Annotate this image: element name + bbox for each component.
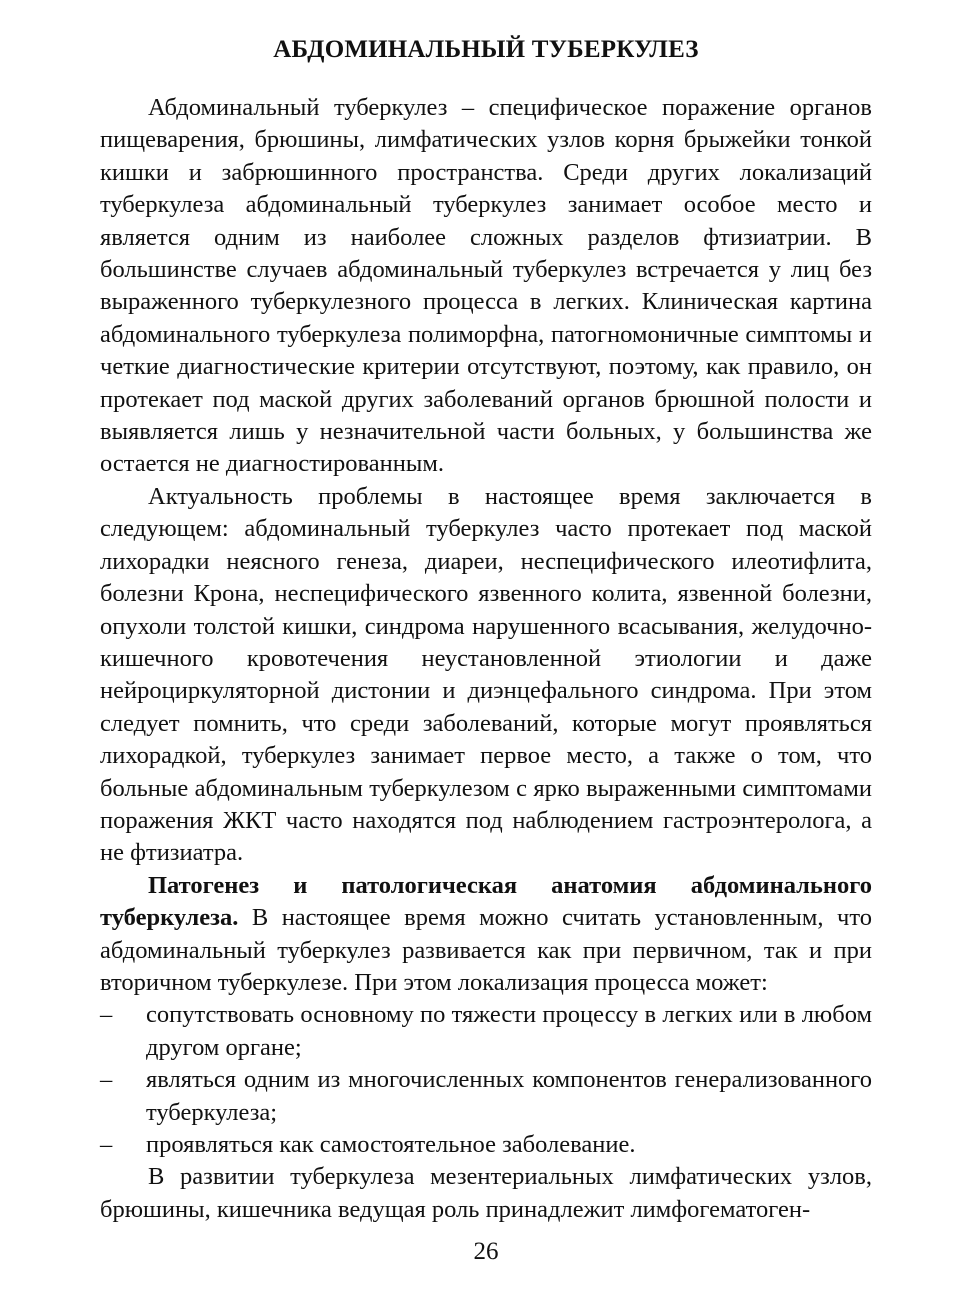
paragraph-relevance: Актуальность проблемы в настоящее время заключается в следующем: абдоминальный туберкулез часто протекает под маской лихорадки неясного генеза, диареи, неспецифического илеотифлита, болезни Крона, неспецифического язвенного колита, язвенной болезни, опухоли толстой кишки, синдрома нарушенного всасывания, желудочно-кишечного кровотечения неустановленной этиологии и даже нейроциркуляторной дистонии и диэнцефального синдрома. При этом следует помнить, что среди заболеваний, которые могут проявляться лихорадкой, туберкулез занимает первое место, а также о том, что больные абдоминальным туберкулезом с ярко выраженными симптомами поражения ЖКТ часто находятся под наблюдением гастроэнтеролога, а не фтизиатра.	[100, 482, 872, 867]
paragraph-pathogenesis	[100, 870, 872, 1000]
paragraph-intro: Абдоминальный туберкулез – специфическое поражение органов пищеварения, брюшины, лимфатических узлов корня брыжейки тонкой кишки и забрюшинного пространства. Среди других локализаций туберкулеза абдоминальный туберкулез занимает особое место и является одним из наиболее сложных разделов фтизиатрии. В большинстве случаев абдоминальный туберкулез встречается у лиц без выраженного туберкулезного процесса в легких. Клиническая картина абдоминального туберкулеза полиморфна, патогномоничные симптомы и четкие диагностические критерии отсутствуют, поэтому, как правило, он протекает под маской других заболеваний органов брюшной полости и выявляется лишь у незначительной части больных, у большинства же остается не диагностированным.	[100, 94, 872, 478]
list-item	[100, 999, 872, 1064]
body-text	[100, 92, 872, 1226]
list-item-text: проявляться как самостоятельное заболевание.	[146, 1131, 636, 1158]
paragraph-pathogenesis-text: В настоящее время можно считать установленным, что абдоминальный туберкулез развивается как при первичном, так и при вторичном туберкулезе. При этом локализация процесса может:	[100, 904, 872, 996]
list-item	[100, 1129, 872, 1161]
localization-list	[100, 999, 872, 1161]
dash-bullet: –	[100, 1066, 113, 1094]
list-item-text: сопутствовать основному по тяжести процессу в легких или в любом другом органе;	[146, 1001, 872, 1061]
section-heading-pathogenesis: Патогенез и патологическая анатомия абдоминального туберкулеза.	[100, 871, 872, 932]
list-item-text: являться одним из многочисленных компонентов генерализованного туберкулеза;	[146, 1066, 872, 1126]
page-title: АБДОМИНАЛЬНЫЙ ТУБЕРКУЛЕЗ	[273, 36, 699, 63]
page-content	[100, 34, 872, 1226]
dash-bullet: –	[100, 1131, 113, 1158]
paragraph-development: В развитии туберкулеза мезентериальных лимфатических узлов, брюшины, кишечника ведущая роль принадлежит лимфогематоген-	[100, 1163, 872, 1223]
list-item	[100, 1064, 872, 1129]
dash-bullet: –	[100, 1001, 113, 1029]
page-number: 26	[473, 1238, 499, 1265]
